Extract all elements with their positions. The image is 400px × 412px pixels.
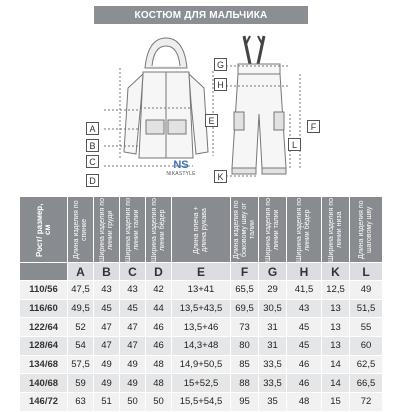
table-cell: 63 [68, 393, 94, 412]
size-cell: 110/56 [20, 281, 68, 300]
table-cell: 52 [68, 318, 94, 337]
table-cell: 29 [259, 281, 287, 300]
column-letter: A [68, 263, 94, 281]
brand-monogram: NS [173, 159, 189, 171]
label-g: G [214, 58, 227, 71]
table-cell: 14 [322, 374, 350, 393]
table-row [20, 337, 383, 356]
column-letter: C [120, 263, 146, 281]
table-cell: 48 [146, 374, 172, 393]
table-cell: 44 [146, 299, 172, 318]
table-cell: 13+41 [172, 281, 231, 300]
table-cell: 51 [94, 393, 120, 412]
table-cell: 42 [146, 281, 172, 300]
label-f: F [307, 120, 320, 133]
brand-logo [164, 160, 198, 177]
corner-label: Рост/ размер, см [34, 202, 52, 257]
garment-diagram [0, 26, 400, 194]
column-letter: F [231, 263, 259, 281]
table-cell: 55 [350, 318, 383, 337]
table-cell: 15+52,5 [172, 374, 231, 393]
size-rows [20, 281, 383, 412]
table-cell: 12,5 [322, 281, 350, 300]
table-cell: 13 [322, 318, 350, 337]
table-cell: 49 [94, 374, 120, 393]
letter-row-corner [20, 263, 68, 281]
table-cell: 45 [120, 299, 146, 318]
table-cell: 46 [287, 374, 322, 393]
header-label: Ширина изделия по линии талии [124, 197, 140, 262]
size-cell: 140/68 [20, 374, 68, 393]
column-letter: G [259, 263, 287, 281]
label-k: K [214, 170, 227, 183]
header-label: Ширина изделия по линии талии [264, 197, 280, 262]
table-header-cell [287, 197, 322, 263]
page-title: КОСТЮМ ДЛЯ МАЛЬЧИКА [94, 6, 308, 24]
size-cell: 134/68 [20, 355, 68, 374]
table-cell: 48 [287, 393, 322, 412]
table-cell: 54 [68, 337, 94, 356]
table-cell: 13,5+43,5 [172, 299, 231, 318]
header-label: Ширина изделия по линии бёдер [296, 197, 311, 262]
table-header-cell [120, 197, 146, 263]
table-header-cell [350, 197, 383, 263]
table-cell: 15 [322, 393, 350, 412]
size-cell: 146/72 [20, 393, 68, 412]
header-label: Ширина изделия по линии груди [98, 197, 114, 262]
column-letter-row [20, 263, 383, 281]
table-cell: 47,5 [68, 281, 94, 300]
table-cell: 13,5+46 [172, 318, 231, 337]
table-row [20, 281, 383, 300]
size-cell: 116/60 [20, 299, 68, 318]
table-cell: 50 [146, 393, 172, 412]
table-cell: 80 [231, 337, 259, 356]
table-row [20, 393, 383, 412]
table-cell: 30,5 [259, 299, 287, 318]
header-label: Длина изделия по шаговому шву [358, 200, 373, 259]
table-cell: 43 [287, 299, 322, 318]
table-cell: 41,5 [287, 281, 322, 300]
table-row [20, 374, 383, 393]
table-cell: 46 [146, 318, 172, 337]
size-cell: 122/64 [20, 318, 68, 337]
label-h: H [214, 78, 227, 91]
table-cell: 48 [146, 355, 172, 374]
label-e: E [205, 114, 218, 127]
table-cell: 72 [350, 393, 383, 412]
table-cell: 49 [350, 281, 383, 300]
column-letter: L [350, 263, 383, 281]
table-cell: 47 [120, 337, 146, 356]
table-cell: 85 [231, 355, 259, 374]
table-header-row [20, 197, 383, 263]
table-cell: 62,5 [350, 355, 383, 374]
column-letter: D [146, 263, 172, 281]
garment-sketch [0, 26, 400, 194]
label-b: B [86, 139, 99, 152]
table-cell: 33,5 [259, 374, 287, 393]
header-label: Длина изделия по спинке [72, 200, 88, 259]
table-cell: 49 [94, 355, 120, 374]
label-l: L [288, 138, 301, 151]
table-row [20, 299, 383, 318]
table-header-cell [172, 197, 231, 263]
table-cell: 13 [322, 337, 350, 356]
table-header-cell [94, 197, 120, 263]
table-header-cell [231, 197, 259, 263]
table-header-cell [146, 197, 172, 263]
table-cell: 59 [68, 374, 94, 393]
size-table [19, 196, 383, 412]
table-cell: 35 [259, 393, 287, 412]
table-cell: 57,5 [68, 355, 94, 374]
table-cell: 43 [120, 281, 146, 300]
table-cell: 13 [322, 299, 350, 318]
size-cell: 128/64 [20, 337, 68, 356]
table-cell: 46 [287, 355, 322, 374]
table-cell: 47 [94, 337, 120, 356]
header-label: Ширина изделия по линии бёдер [150, 197, 166, 262]
column-letter: H [287, 263, 322, 281]
header-label: Длина плеча + длина рукава [193, 205, 208, 254]
table-row [20, 355, 383, 374]
table-cell: 49 [120, 355, 146, 374]
table-cell: 45 [287, 318, 322, 337]
table-cell: 51,5 [350, 299, 383, 318]
column-letter: K [322, 263, 350, 281]
label-d: D [86, 174, 99, 187]
header-corner [20, 197, 68, 263]
label-a: A [86, 122, 99, 135]
table-row [20, 318, 383, 337]
table-cell: 65,5 [231, 281, 259, 300]
table-cell: 60 [350, 337, 383, 356]
table-header-cell [68, 197, 94, 263]
table-cell: 14,9+50,5 [172, 355, 231, 374]
table-cell: 45 [94, 299, 120, 318]
table-cell: 45 [287, 337, 322, 356]
table-cell: 49 [120, 374, 146, 393]
table-cell: 95 [231, 393, 259, 412]
header-label: Ширина изделия по линии низа [327, 197, 343, 262]
header-label: Длина изделия по боковому шву от талии [232, 200, 256, 259]
table-header-cell [322, 197, 350, 263]
table-cell: 33,5 [259, 355, 287, 374]
table-cell: 50 [120, 393, 146, 412]
table-cell: 73 [231, 318, 259, 337]
table-cell: 31 [259, 337, 287, 356]
table-cell: 47 [120, 318, 146, 337]
table-cell: 47 [94, 318, 120, 337]
brand-name: NIKASTYLE [166, 171, 196, 177]
table-cell: 14,3+48 [172, 337, 231, 356]
table-header-cell [259, 197, 287, 263]
table-cell: 31 [259, 318, 287, 337]
label-c: C [86, 155, 99, 168]
table-cell: 43 [94, 281, 120, 300]
column-letter: B [94, 263, 120, 281]
table-cell: 15,5+54,5 [172, 393, 231, 412]
table-cell: 66,5 [350, 374, 383, 393]
table-cell: 46 [146, 337, 172, 356]
table-cell: 88 [231, 374, 259, 393]
table-cell: 69,5 [231, 299, 259, 318]
column-letter: E [172, 263, 231, 281]
table-cell: 14 [322, 355, 350, 374]
table-cell: 49,5 [68, 299, 94, 318]
